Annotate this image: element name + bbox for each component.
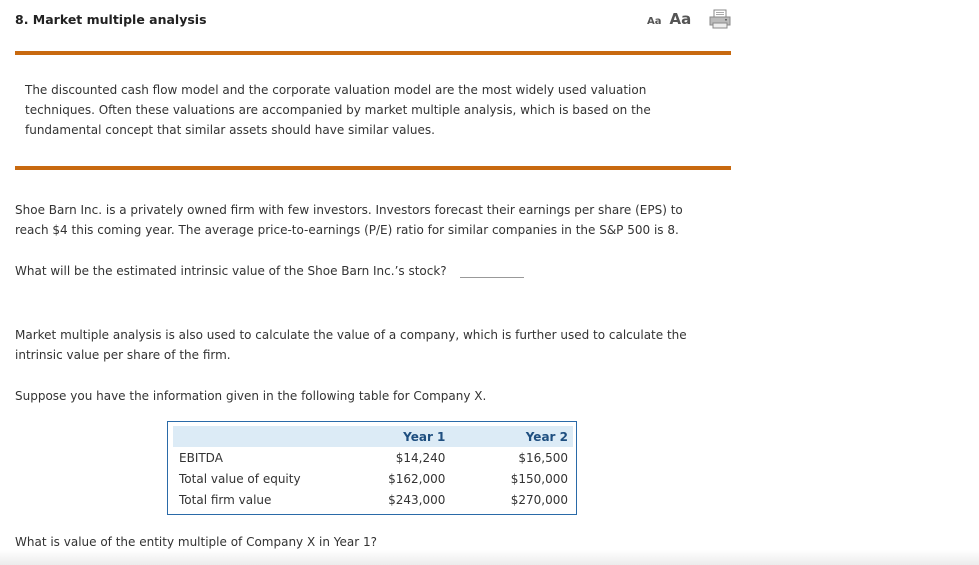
top-divider <box>15 51 731 55</box>
row-value: $14,240 <box>395 450 446 465</box>
problem-line: reach $4 this coming year. The average price-to-earnings (P/E) ratio for similar companies in the S&P 500 is 8. <box>15 223 679 237</box>
row-value: $162,000 <box>388 471 446 486</box>
table-row <box>173 468 573 489</box>
row-value: $150,000 <box>510 471 568 486</box>
intro-line: The discounted cash flow model and the corporate valuation model are the most widely used valuation <box>25 83 647 97</box>
decrease-font-button[interactable]: Aa <box>647 16 662 27</box>
question-1-text: What will be the estimated intrinsic value of the Shoe Barn Inc.’s stock? <box>15 264 447 278</box>
intro-line: techniques. Often these valuations are accompanied by market multiple analysis, which is based on the <box>25 103 651 117</box>
increase-font-button[interactable]: Aa <box>669 10 692 28</box>
row-label: Total firm value <box>179 492 272 507</box>
row-value: $16,500 <box>518 450 568 465</box>
font-size-controls <box>647 10 691 28</box>
paragraph-2 <box>15 325 687 365</box>
section-divider <box>15 166 731 170</box>
problem-line: Shoe Barn Inc. is a privately owned firm with few investors. Investors forecast their earnings per share (EPS) to <box>15 203 683 217</box>
paragraph-2-line: intrinsic value per share of the firm. <box>15 348 231 362</box>
paragraph-2-line: Market multiple analysis is also used to calculate the value of a company, which is further used to calculate the <box>15 328 687 342</box>
header-blank <box>173 426 356 447</box>
row-value: $243,000 <box>388 492 446 507</box>
table-row <box>173 489 573 510</box>
table-header-row <box>173 426 573 447</box>
row-value: $270,000 <box>510 492 568 507</box>
intro-paragraph <box>25 80 651 140</box>
row-label: Total value of equity <box>179 471 301 486</box>
print-icon[interactable] <box>709 9 731 29</box>
table-row <box>173 447 573 468</box>
row-label: EBITDA <box>179 450 223 465</box>
question-2-text: What is value of the entity multiple of Company X in Year 1? <box>15 535 377 549</box>
header-year-2: Year 2 <box>525 429 568 444</box>
header-year-1: Year 1 <box>403 429 446 444</box>
answer-1-blank[interactable] <box>460 277 524 278</box>
bottom-scroll-shadow <box>0 550 979 565</box>
intro-line: fundamental concept that similar assets should have similar values. <box>25 123 435 137</box>
question-title: 8. Market multiple analysis <box>15 12 207 27</box>
problem-paragraph <box>15 200 683 240</box>
paragraph-3: Suppose you have the information given in the following table for Company X. <box>15 389 487 403</box>
company-x-table <box>167 421 577 515</box>
